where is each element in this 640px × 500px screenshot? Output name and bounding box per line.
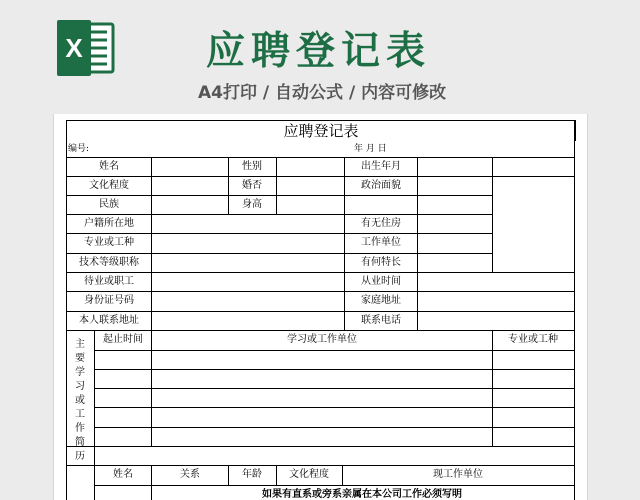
template-banner — [0, 0, 640, 110]
family-note: 如果有直系或旁系亲属在本公司工作必须写明 — [262, 489, 462, 500]
tech-title-label: 技术等级职称 — [79, 257, 139, 268]
application-form — [66, 120, 576, 500]
education-label: 文化程度 — [89, 180, 129, 191]
address-label: 本人联系地址 — [79, 315, 139, 326]
housing-label: 有无住房 — [361, 218, 401, 229]
work-unit-label: 工作单位 — [361, 237, 401, 248]
family-education-header: 文化程度 — [289, 469, 329, 480]
household-label: 户籍所在地 — [84, 218, 134, 229]
home-address-label: 家庭地址 — [361, 295, 401, 306]
form-grid — [66, 120, 576, 500]
history-side-label: 主要学习或工作简历 — [75, 339, 85, 462]
form-title: 应聘登记表 — [66, 120, 576, 141]
family-age-header: 年龄 — [242, 469, 262, 480]
history-start-end-header: 起止时间 — [103, 334, 143, 345]
employment-label: 待业或职工 — [84, 276, 134, 287]
height-label: 身高 — [242, 199, 262, 210]
major-type-label: 专业或工种 — [84, 237, 134, 248]
name-label: 姓名 — [99, 161, 119, 172]
banner-title: 应聘登记表 — [206, 29, 432, 74]
gender-label: 性别 — [242, 161, 262, 172]
excel-logo-icon — [55, 20, 115, 76]
number-label: 编号: — [68, 144, 90, 154]
political-label: 政治面貌 — [361, 180, 401, 191]
phone-label: 联系电话 — [361, 315, 401, 326]
date-label: 年 月 日 — [354, 144, 387, 154]
work-time-label: 从业时间 — [361, 276, 401, 287]
banner-subtitle: A4打印 / 自动公式 / 内容可修改 — [198, 83, 447, 103]
history-unit-header: 学习或工作单位 — [287, 334, 357, 345]
logo-letter: X — [65, 33, 83, 63]
history-major-header: 专业或工种 — [508, 334, 558, 345]
family-name-header: 姓名 — [113, 469, 133, 480]
family-current-unit-header: 现工作单位 — [433, 469, 483, 480]
ethnicity-label: 民族 — [99, 199, 119, 210]
family-relation-header: 关系 — [180, 469, 200, 480]
marital-label: 婚否 — [242, 180, 262, 191]
specialty-label: 有何特长 — [361, 257, 401, 268]
id-number-label: 身份证号码 — [84, 295, 134, 306]
birth-label: 出生年月 — [361, 161, 401, 172]
